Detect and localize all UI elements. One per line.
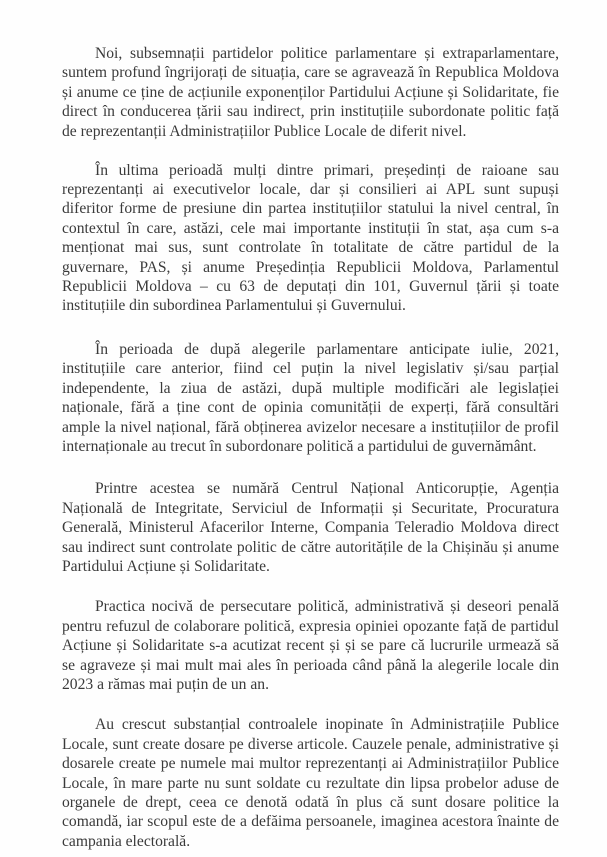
document-body [62, 44, 559, 851]
paragraph-institutions-subordination: În perioada de după alegerile parlamentare anticipate iulie, 2021, instituțiile care anterior, fiind cel puțin la nivel legislativ și/sau parțial independente, la ziua de astăzi, după multiple modificări ale legislației naționale, fără a ține cont de opinia comunității de experți, fără consultări ample la nivel național, fără obținerea avizelor necesare a instituțiilor de profil internaționale au trecut în subordonare politică a partidului de guvernământ. [62, 340, 559, 455]
paragraph-signatories-concern: Noi, subsemnații partidelor politice parlamentare și extraparlamentare, suntem profund îngrijorați de situația, care se agravează în Republica Moldova și anume ce ține de acțiunile exponenților Partidului Acțiune și Solidaritate, fie direct în conducerea țării sau indirect, prin instituțiile subordonate politic față de reprezentanții Administrațiilor Publice Locale de diferit nivel. [62, 45, 559, 140]
paragraph-pressure-on-local-officials: În ultima perioadă mulți dintre primari, președinți de raioane sau reprezentanți ai executivelor locale, dar și consilieri ai APL sunt supuși diferitor forme de presiune din partea instituțiilor statului la nivel central, în contextul în care, astăzi, cele mai importante instituții în stat, așa cum s-a menționat mai sus, sunt controlate în totalitate de către partidul de la guvernare, PAS, și anume Președinția Republicii Moldova, Parlamentul Republicii Moldova – cu 63 de deputați din 101, Guvernul țării și toate instituțiile din subordinea Parlamentului și Guvernului. [62, 161, 559, 315]
paragraph-inspections-and-cases: Au crescut substanțial controalele inopinate în Administrațiile Publice Locale, sunt create dosare pe diverse articole. Cauzele penale, administrative și dosarele create pe numele mai multor reprezentanți ai Administrațiilor Publice Locale, în mare parte nu sunt soldate cu rezultate din lipsa probelor aduse de organele de drept, ceea ce denotă odată în plus că sunt dosare politice la comandă, iar scopul este de a defăima persoanele, imaginea acestora înainte de campania electorală. [62, 716, 559, 850]
paragraph-political-persecution: Practica nocivă de persecutare politică, administrativă și deseori penală pentru refuzul de colaborare politică, expresia opiniei opozante față de partidul Acțiune și Solidaritate s-a acutizat recent și și se pare că lucrurile urmează să se agraveze și mai mult mai ales în perioada când până la alegerile locale din 2023 a rămas mai puțin de un an. [62, 598, 559, 693]
paragraph-controlled-institutions-list: Printre acestea se numără Centrul Național Anticorupție, Agenția Națională de Integritate, Serviciul de Informații și Securitate, Procuratura Generală, Ministerul Afacerilor Interne, Compania Teleradio Moldova direct sau indirect sunt controlate politic de către autoritățile de la Chișinău și anume Partidului Acțiune și Solidaritate. [62, 480, 559, 575]
